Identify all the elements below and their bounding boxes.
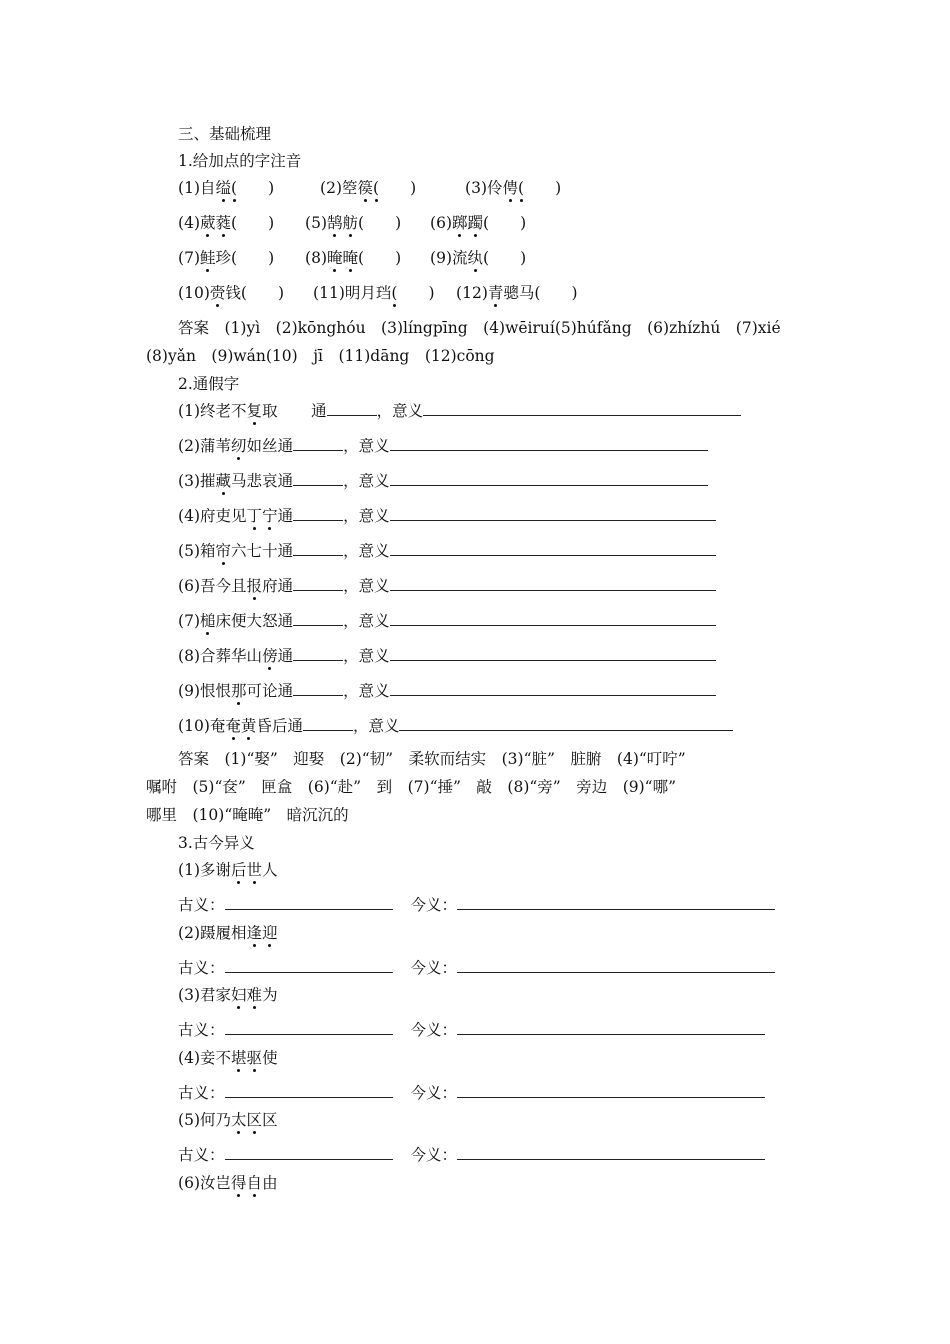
q2-tong-blank[interactable]	[293, 576, 343, 591]
q2-meaning-label: ，意义	[352, 717, 400, 735]
gu-label: 古义：	[178, 1021, 225, 1039]
q2-sentence: (6)吾今且报府	[178, 577, 278, 595]
q2-answer-line1: 答案 (1)“娶” 迎娶 (2)“韧” 柔软而结实 (3)“脏” 脏腑 (4)“叮咛”	[178, 750, 686, 768]
q1-item: (7)鲑珍( )	[178, 249, 275, 267]
q3-item: (3)君家妇难为	[178, 986, 278, 1004]
q1-item: (6)踯躅( )	[430, 214, 527, 232]
q2-meaning-blank[interactable]	[390, 646, 716, 661]
q2-tong-label: 通	[277, 542, 294, 560]
q2-sentence: (8)合葬华山傍	[178, 647, 278, 665]
q2-item	[178, 681, 716, 701]
q2-item	[178, 471, 708, 491]
q2-tong-blank[interactable]	[293, 681, 343, 696]
q2-item	[178, 716, 733, 736]
q2-item	[178, 646, 716, 666]
q3-item: (4)妾不堪驱使	[178, 1048, 278, 1067]
jin-blank[interactable]	[457, 1083, 765, 1098]
q3-item: (1)多谢后世人	[178, 861, 278, 879]
section-title: 三、基础梳理	[178, 125, 272, 143]
q2-title: 2.通假字	[178, 375, 240, 393]
gu-blank[interactable]	[225, 958, 393, 973]
q2-tong-label: 通	[277, 577, 294, 595]
q2-tong-blank[interactable]	[293, 506, 343, 521]
q3-answer-line	[178, 958, 775, 978]
q1-answer-line1: 答案 (1)yì (2)kōnghóu (3)língpīng (4)wēiruí(5)húfǎng (6)zhízhú (7)xié	[178, 319, 781, 337]
q3-answer-line	[178, 1083, 765, 1103]
q2-item	[178, 611, 716, 631]
jin-blank[interactable]	[457, 958, 775, 973]
gu-label: 古义：	[178, 1083, 225, 1102]
q3-item: (2)蹑履相逢迎	[178, 923, 278, 942]
q2-item	[178, 506, 716, 526]
q2-meaning-blank[interactable]	[399, 716, 733, 731]
q2-answer-line2: 嘱咐 (5)“奁” 匣盒 (6)“赴” 到 (7)“捶” 敲 (8)“旁” 旁边 (9)“哪”	[146, 778, 677, 796]
jin-label: 今义：	[410, 958, 458, 977]
gu-blank[interactable]	[225, 895, 393, 910]
q3-item: (6)汝岂得自由	[178, 1173, 278, 1192]
jin-label: 今义：	[410, 1146, 458, 1164]
q1-item: (8)晻晻( )	[305, 249, 402, 267]
gu-blank[interactable]	[225, 1145, 393, 1160]
q2-meaning-blank[interactable]	[390, 611, 716, 626]
q2-meaning-label: ，意义	[343, 507, 390, 525]
q2-item	[178, 576, 716, 596]
q1-item: (5)鹄舫( )	[305, 214, 402, 232]
q2-meaning-blank[interactable]	[390, 436, 708, 451]
q2-sentence: (5)箱帘六七十	[178, 542, 278, 560]
q2-meaning-blank[interactable]	[390, 541, 716, 556]
q2-sentence: (7)槌床便大怒	[178, 612, 278, 630]
q2-meaning-label: ，意义	[343, 612, 390, 630]
q2-tong-blank[interactable]	[293, 541, 343, 556]
q2-sentence: (9)恨恨那可论	[178, 682, 278, 700]
q2-sentence: (4)府吏见丁宁	[178, 507, 278, 525]
q2-sentence: (2)蒲苇纫如丝	[178, 437, 278, 455]
q3-answer-line	[178, 1145, 765, 1165]
q2-tong-label: 通	[277, 507, 294, 525]
q2-meaning-label: ，意义	[343, 577, 390, 595]
q3-title: 3.古今异义	[178, 834, 255, 852]
q2-tong-blank[interactable]	[293, 436, 343, 451]
q2-meaning-label: ，意义	[376, 402, 424, 420]
gu-label: 古义：	[178, 1146, 225, 1164]
q2-tong-label: 通	[277, 612, 294, 630]
q1-item: (1)自缢( )	[178, 179, 275, 197]
q2-item	[178, 436, 708, 456]
q2-sentence: (3)摧藏马悲哀	[178, 472, 278, 490]
q2-tong-label: 通	[287, 717, 303, 735]
q2-tong-blank[interactable]	[293, 611, 343, 626]
q1-item: (2)箜篌( )	[320, 179, 417, 197]
q3-item: (5)何乃太区区	[178, 1111, 278, 1129]
jin-label: 今义：	[410, 1021, 458, 1039]
q1-item: (10)赍钱( )	[178, 284, 285, 302]
q3-answer-line	[178, 895, 775, 915]
q3-answer-line	[178, 1020, 765, 1040]
q2-sentence: (10)奄奄黄昏后	[178, 717, 288, 735]
jin-label: 今义：	[410, 1083, 458, 1102]
jin-blank[interactable]	[457, 1020, 765, 1035]
q2-tong-blank[interactable]	[293, 471, 343, 486]
q2-tong-label: 通	[277, 472, 294, 490]
q2-meaning-blank[interactable]	[423, 401, 741, 416]
q2-meaning-label: ，意义	[343, 437, 390, 455]
q2-tong-blank[interactable]	[303, 716, 353, 731]
q2-tong-label: 通	[277, 647, 294, 665]
q2-meaning-label: ，意义	[343, 647, 390, 665]
q2-meaning-blank[interactable]	[390, 681, 716, 696]
q2-meaning-label: ，意义	[343, 682, 390, 700]
q2-tong-label: 通	[311, 402, 327, 420]
q1-item: (9)流纨( )	[430, 249, 527, 267]
q2-meaning-label: ，意义	[343, 542, 390, 560]
q2-answer-line3: 哪里 (10)“晻晻” 暗沉沉的	[146, 806, 349, 824]
q2-meaning-blank[interactable]	[390, 471, 708, 486]
q2-tong-label: 通	[277, 682, 294, 700]
gu-blank[interactable]	[225, 1020, 393, 1035]
q2-item	[178, 541, 716, 561]
q2-item	[178, 401, 741, 421]
q2-meaning-label: ，意义	[343, 472, 390, 490]
q2-tong-blank[interactable]	[327, 401, 377, 416]
jin-blank[interactable]	[457, 895, 775, 910]
q1-item: (3)伶俜( )	[465, 179, 562, 197]
q1-item: (4)葳蕤( )	[178, 214, 275, 232]
q1-item: (11)明月珰( )	[313, 284, 435, 302]
q1-title: 1.给加点的字注音	[178, 152, 302, 170]
q1-item: (12)青骢马( )	[456, 284, 578, 302]
q2-tong-blank[interactable]	[293, 646, 343, 661]
q2-tong-label: 通	[277, 437, 294, 455]
q2-meaning-blank[interactable]	[390, 576, 716, 591]
gu-label: 古义：	[178, 958, 225, 977]
q2-sentence: (1)终老不复取	[178, 402, 278, 420]
jin-label: 今义：	[410, 896, 458, 914]
gu-label: 古义：	[178, 896, 225, 914]
gu-blank[interactable]	[225, 1083, 393, 1098]
q1-answer-line2: (8)yǎn (9)wán(10) jī (11)dāng (12)cōng	[146, 347, 495, 365]
jin-blank[interactable]	[457, 1145, 765, 1160]
q2-meaning-blank[interactable]	[390, 506, 716, 521]
